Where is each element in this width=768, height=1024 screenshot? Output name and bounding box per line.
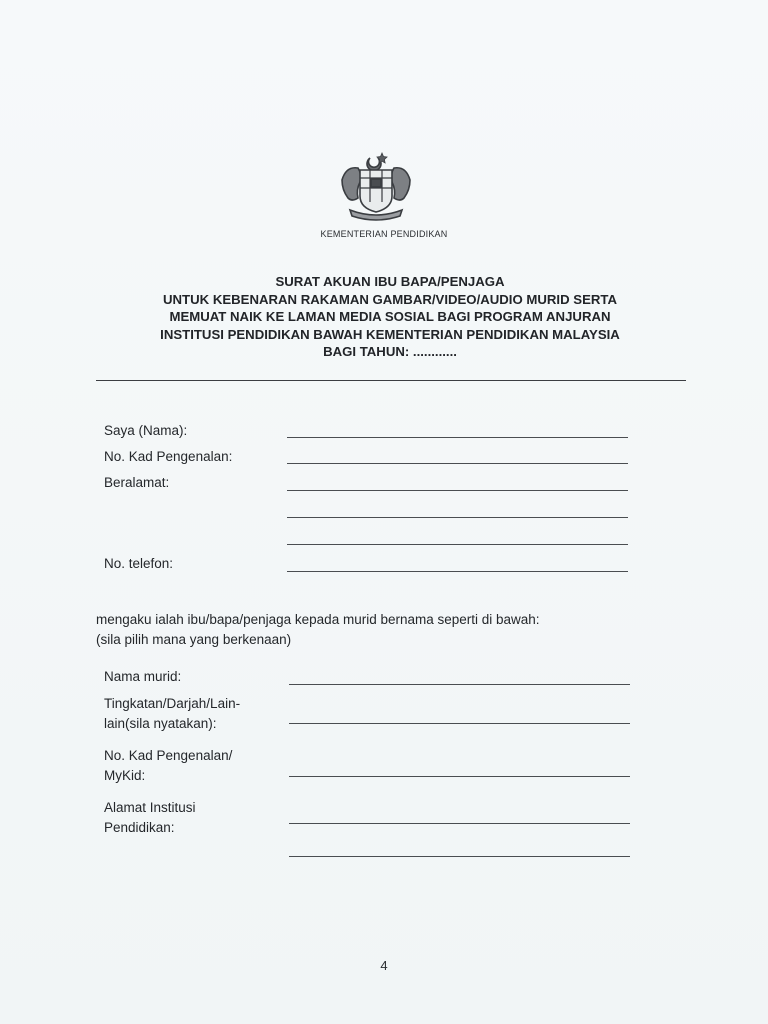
title-line: SURAT AKUAN IBU BAPA/PENJAGA bbox=[275, 274, 505, 289]
document-title bbox=[80, 273, 700, 361]
institution-label-line: Pendidikan: bbox=[104, 820, 175, 835]
student-name-label: Nama murid: bbox=[104, 669, 182, 684]
coat-of-arms-icon bbox=[336, 150, 416, 226]
title-line: UNTUK KEBENARAN RAKAMAN GAMBAR/VIDEO/AUDIO MURID SERTA bbox=[163, 291, 617, 307]
title-divider bbox=[96, 380, 686, 381]
address-field-line-2[interactable] bbox=[287, 517, 628, 518]
parent-name-field[interactable] bbox=[287, 437, 628, 438]
declaration-text bbox=[96, 610, 540, 650]
student-ic-label bbox=[104, 746, 232, 786]
student-ic-field[interactable] bbox=[289, 776, 630, 777]
declaration-note: (sila pilih mana yang berkenaan) bbox=[96, 632, 292, 647]
parent-ic-field[interactable] bbox=[287, 463, 628, 464]
ministry-name: KEMENTERIAN PENDIDIKAN bbox=[320, 229, 448, 239]
phone-label: No. telefon: bbox=[104, 556, 174, 571]
address-field-line-3[interactable] bbox=[287, 544, 628, 545]
parent-name-label: Saya (Nama): bbox=[104, 423, 188, 438]
address-field-line-1[interactable] bbox=[287, 490, 628, 491]
page-number: 4 bbox=[380, 958, 388, 973]
form-class-label-line: Tingkatan/Darjah/Lain- bbox=[104, 696, 241, 711]
title-line: INSTITUSI PENDIDIKAN BAWAH KEMENTERIAN PENDIDIKAN MALAYSIA bbox=[160, 326, 620, 342]
institution-address-field-line-2[interactable] bbox=[289, 856, 630, 857]
phone-field[interactable] bbox=[287, 571, 628, 572]
form-class-label bbox=[104, 694, 240, 734]
form-class-field[interactable] bbox=[289, 723, 630, 724]
address-label: Beralamat: bbox=[104, 475, 170, 490]
institution-label-line: Alamat Institusi bbox=[104, 800, 196, 815]
institution-address-field-line-1[interactable] bbox=[289, 823, 630, 824]
declaration-line: mengaku ialah ibu/bapa/penjaga kepada murid bernama seperti di bawah: bbox=[96, 612, 540, 627]
student-ic-label-line: MyKid: bbox=[104, 768, 146, 783]
form-class-label-line: lain(sila nyatakan): bbox=[104, 716, 217, 731]
student-ic-label-line: No. Kad Pengenalan/ bbox=[104, 748, 233, 763]
institution-address-label bbox=[104, 798, 196, 838]
title-line: BAGI TAHUN: ............ bbox=[323, 344, 457, 359]
title-line: MEMUAT NAIK KE LAMAN MEDIA SOSIAL BAGI PROGRAM ANJURAN bbox=[169, 309, 611, 324]
parent-ic-label: No. Kad Pengenalan: bbox=[104, 449, 233, 464]
student-name-field[interactable] bbox=[289, 684, 630, 685]
